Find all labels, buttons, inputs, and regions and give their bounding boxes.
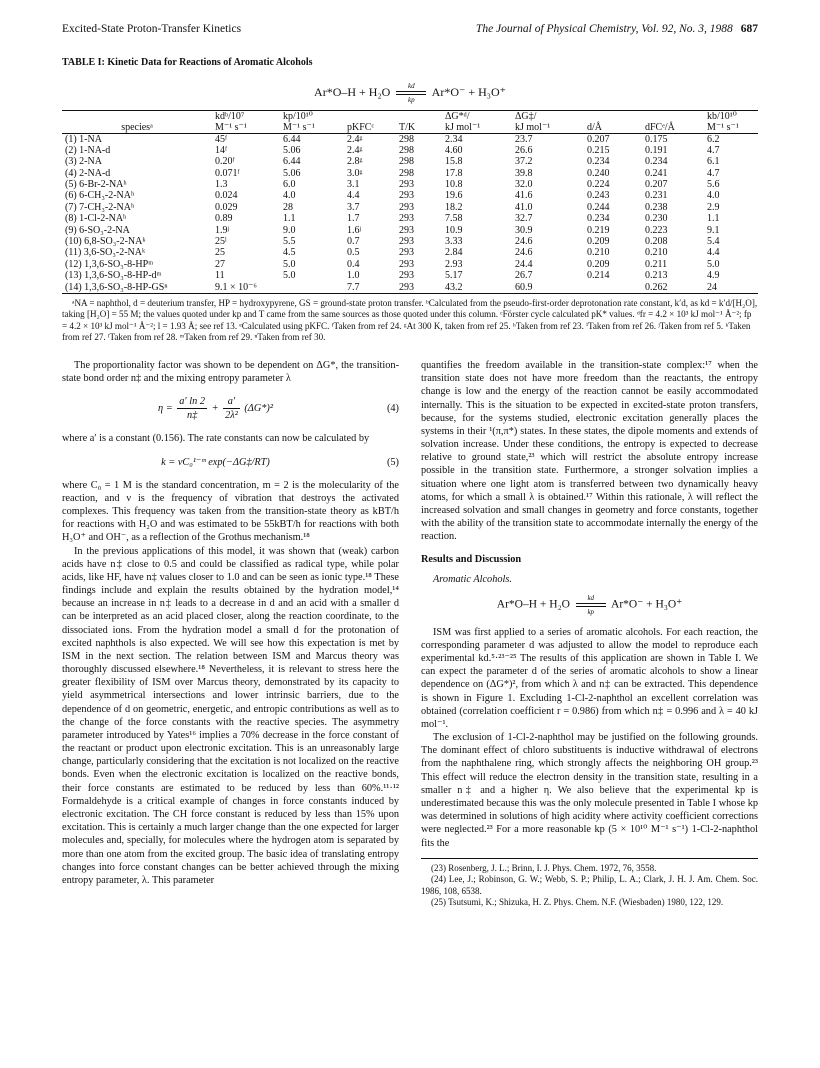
table-cell: 0.224 bbox=[587, 179, 610, 191]
table-cell: 24.4 bbox=[515, 258, 533, 270]
rate-constant-reverse: kp bbox=[408, 95, 415, 104]
table-cell: 298 bbox=[399, 156, 414, 168]
table-cell: 25 bbox=[215, 247, 225, 259]
table-header-cell: ΔG‡/ bbox=[512, 110, 584, 122]
reaction-products: Ar*O⁻ + H₃O⁺ bbox=[431, 84, 506, 99]
table-cell: 30.9 bbox=[515, 224, 533, 236]
equation-5-body: k = νC₀¹⁻ᵐ exp(−ΔG‡/RT) bbox=[161, 456, 270, 468]
table-cell: 6.44 bbox=[283, 156, 301, 168]
reference-item: (25) Tsutsumi, K.; Shizuka, H. Z. Phys. Chem. N.F. (Wiesbaden) 1980, 122, 129. bbox=[431, 897, 724, 908]
species-cell: (5) 6-Br-2-NAʰ bbox=[65, 179, 127, 191]
table-header-cell: kp/10¹⁰ bbox=[280, 110, 344, 122]
table-cell: 293 bbox=[399, 236, 414, 248]
table-cell: 19.6 bbox=[445, 190, 463, 202]
equilibrium-arrow-icon bbox=[576, 594, 606, 616]
table-row bbox=[62, 236, 758, 247]
journal-page bbox=[62, 22, 758, 1052]
table-cell: 5.0 bbox=[707, 258, 720, 270]
paragraph: quantifies the freedom available in the transition-state complex:¹⁷ when the transition state does not have more freedom than the reactants, the entropy change is low and the energy of the reaction cannot be easily accommodated internally. This is the situation to be expected in excited-state proton transfers, because, for the systems studied, electronic excitation generally places the systems in their ¹(π,π*) states. In these states, the dipole moments and extends of solvation increase. Under these conditions, the entropy is expected to decrease relative to ground state,²³ which will restrict the absolute entropy increase possible in the transition state. Furthermore, a stronger solvation implies a situation where one light atom is transferred between two dynamically heavy atoms, for which a small λ is obtained.¹⁷ Within this rationale, λ will reflect the increased solvation and small changes in geometry and force constants, together with the ability of the transition state to accommodate internally the energy of the reaction. bbox=[421, 360, 758, 543]
table-cell: 0.214 bbox=[587, 270, 610, 282]
table-footnotes: ᵃNA = naphthol, d = deuterium transfer, HP = hydroxypyrene, GS = ground-state proton transfer. ᵇCalculated from the pseudo-first-order deprotonation rate constant, k′d, as kd = k′d/[H₂O], taking [H₂O] = 55 M; the values quoted under kp and T came from the same sources as those quoted under this column. ᶜFörster cycle calculated pK* values. ᵈfr = 4.2 × 10³ kJ mol⁻¹ Å⁻²; fp = 4.2 × 10³ kJ mol⁻¹ Å⁻²; l = 1.93 Å; see ref 13. ᵉCalculated using pKFC. ᶠTaken from ref 24. ᵍAt 300 K, taken from ref 25. ʰTaken from ref 23. ⁱTaken from ref 26. ʲTaken from ref 5. ᵏTaken from ref 27. ˡTaken from ref 28. ᵐTaken from ref 29. ⁿTaken from ref 30. bbox=[62, 297, 758, 343]
table-cell: 1.1 bbox=[707, 213, 720, 225]
table-cell: 5.06 bbox=[283, 144, 301, 156]
eq4-denominator-2: 2λ² bbox=[225, 410, 238, 422]
paragraph: where a′ is a constant (0.156). The rate constants can now be calculated by bbox=[62, 433, 370, 445]
species-cell: (14) 1,3,6-SO₃-8-HP-GSⁿ bbox=[62, 282, 212, 294]
equation-number: (4) bbox=[386, 403, 399, 415]
table-cell: 0.7 bbox=[347, 236, 360, 248]
table-cell: 2.34 bbox=[445, 133, 463, 145]
table-cell: 5.0 bbox=[283, 258, 296, 270]
table-row bbox=[62, 213, 758, 224]
table-cell: 0.223 bbox=[645, 224, 668, 236]
species-cell: (10) 6,8-SO₃-2-NAᵏ bbox=[65, 236, 146, 248]
table-cell: 0.234 bbox=[587, 156, 610, 168]
species-cell: (13) 1,3,6-SO₃-8-HP-dᵐ bbox=[65, 270, 162, 282]
table-cell: 0.234 bbox=[587, 213, 610, 225]
table-row bbox=[62, 156, 758, 167]
table-cell: 28 bbox=[283, 201, 293, 213]
table-cell: 293 bbox=[399, 258, 414, 270]
paragraph: The exclusion of 1-Cl-2-naphthol may be justified on the following grounds. The dominant effect of chloro substituents is inductive withdrawal of electrons from the naphthalene ring, which strongly affects the neighboring OH group.²³ This effect will reduce the electron density in the transition state, resulting in a smaller n‡ and a higher η. We also believe that the experimental kp is underestimated because this was the only molecule presented in Table I whose kp was determined in solutions of high acidity where activity coefficient corrections were neglected.²³ For a more reasonable kp (5 × 10¹⁰ M⁻¹ s⁻¹) 1-Cl-2-naphthol fits the bbox=[421, 732, 758, 849]
table-cell bbox=[280, 282, 344, 294]
table-cell: 2.84 bbox=[445, 247, 463, 259]
table-cell: 5.06 bbox=[283, 167, 301, 179]
table-cell: 6.1 bbox=[707, 156, 720, 168]
table-cell: 298 bbox=[399, 167, 414, 179]
table-cell: 6.44 bbox=[283, 133, 301, 145]
table-cell: 0.209 bbox=[587, 236, 610, 248]
table-cell: 0.234 bbox=[645, 156, 668, 168]
equation-4-body bbox=[62, 395, 369, 422]
paragraph: ISM was first applied to a series of aromatic alcohols. For each reaction, the corresponding parameter d was adjusted to allow the model to reproduce each experimental kd.⁵·²³⁻²⁵ The results of this application are shown in Table I. We can expect the parameter d of the series of aromatic alcohols to show a linear dependence on (ΔG*)², from which λ and n‡ can be extracted. This dependence is shown in Figure 1. Excluding 1-Cl-2-naphthol an excellent correlation was obtained (correlation coefficient r = 0.986) from which n‡ = 0.996 and λ = 40 kJ mol⁻¹. bbox=[421, 626, 758, 730]
species-cell: (11) 3,6-SO₃-2-NAᵏ bbox=[65, 247, 146, 259]
table-title: TABLE I: Kinetic Data for Reactions of Aromatic Alcohols bbox=[62, 56, 313, 68]
table-cell: 26.6 bbox=[515, 144, 533, 156]
table-cell: 17.8 bbox=[445, 167, 463, 179]
table-row bbox=[62, 190, 758, 201]
species-cell: (8) 1-Cl-2-NAʰ bbox=[65, 213, 127, 225]
species-cell: (4) 2-NA-d bbox=[65, 167, 111, 179]
eq4-numerator-1: a′ ln 2 bbox=[179, 396, 205, 408]
equilibrium-arrow-icon bbox=[396, 82, 426, 104]
table-row bbox=[62, 270, 758, 281]
table-cell: 0.207 bbox=[587, 133, 610, 145]
eq4-lhs: η = bbox=[158, 403, 173, 415]
table-header-cell: kdᵇ/10⁷ bbox=[212, 110, 280, 122]
table-cell: 23.7 bbox=[515, 133, 533, 145]
table-cell: 1.9ʲ bbox=[215, 224, 230, 236]
references bbox=[421, 858, 758, 909]
table-header-cell: pKFCᶜ bbox=[344, 122, 396, 134]
table-cell: 293 bbox=[399, 179, 414, 191]
table-cell: 0.262 bbox=[642, 282, 704, 294]
table-cell: 39.8 bbox=[515, 167, 533, 179]
table-cell: 2.93 bbox=[445, 258, 463, 270]
table-cell: 0.4 bbox=[347, 258, 360, 270]
table-cell: 3.7 bbox=[347, 201, 360, 213]
kinetic-data-table bbox=[62, 110, 758, 294]
table-header-cell: d/Å bbox=[584, 122, 642, 134]
table-cell: 0.215 bbox=[587, 144, 610, 156]
table-cell: 10.8 bbox=[445, 179, 463, 191]
journal-name: The Journal of Physical Chemistry, Vol. 92, No. 3, 1988 bbox=[475, 23, 733, 35]
table-cell: 0.231 bbox=[645, 190, 668, 202]
table-cell: 37.2 bbox=[515, 156, 533, 168]
table-header-cell: kb/10¹⁰ bbox=[704, 110, 758, 122]
page-number: 687 bbox=[740, 23, 758, 35]
table-cell: 9.1 bbox=[707, 224, 720, 236]
table-cell: 0.244 bbox=[587, 201, 610, 213]
table-cell: 293 bbox=[399, 270, 414, 282]
table-cell: 0.029 bbox=[215, 201, 238, 213]
table-cell: 3.1 bbox=[347, 179, 360, 191]
reaction-reactants: Ar*O–H + H₂O bbox=[314, 84, 391, 99]
species-cell: (1) 1-NA bbox=[65, 133, 102, 145]
table-header-cell bbox=[396, 110, 442, 122]
left-column bbox=[62, 359, 399, 909]
running-header bbox=[62, 22, 758, 37]
table-cell: 1.6ʲ bbox=[347, 224, 362, 236]
rate-constant-forward: kd bbox=[587, 593, 595, 602]
table-cell: 0.238 bbox=[645, 201, 668, 213]
table-header-cell bbox=[642, 110, 704, 122]
table-cell: 2.9 bbox=[707, 201, 720, 213]
table-cell: 298 bbox=[399, 133, 414, 145]
table-cell: 0.240 bbox=[587, 167, 610, 179]
table-cell: 6.2 bbox=[707, 133, 720, 145]
table-row bbox=[62, 225, 758, 236]
table-cell: 27 bbox=[215, 258, 225, 270]
table-cell: 0.210 bbox=[645, 247, 668, 259]
subsection-heading: Aromatic Alcohols. bbox=[433, 573, 512, 585]
table-cell: 32.0 bbox=[515, 179, 533, 191]
table-header-row-units bbox=[62, 110, 758, 122]
table-cell: 0.5 bbox=[347, 247, 360, 259]
table-cell: 0.071ᶠ bbox=[215, 167, 240, 179]
table-cell: 41.0 bbox=[515, 201, 533, 213]
table-cell: 10.9 bbox=[445, 224, 463, 236]
table-header-cell bbox=[584, 110, 642, 122]
table-cell: 0.207 bbox=[645, 179, 668, 191]
table-row bbox=[62, 133, 758, 145]
table-cell: 9.1 × 10⁻⁶ bbox=[212, 282, 280, 294]
rate-constant-reverse: kp bbox=[587, 607, 595, 616]
table-row bbox=[62, 247, 758, 258]
species-cell: (7) 7-CH₃-2-NAʰ bbox=[65, 201, 135, 213]
table-cell: 0.241 bbox=[645, 167, 668, 179]
table-cell: 6.0 bbox=[283, 179, 296, 191]
table-row bbox=[62, 202, 758, 213]
right-column bbox=[421, 359, 758, 909]
table-cell: 0.208 bbox=[645, 236, 668, 248]
eq4-numerator-2: a′ bbox=[223, 395, 240, 409]
table-cell: 3.33 bbox=[445, 236, 463, 248]
table-cell: 5.4 bbox=[707, 236, 720, 248]
table-cell: 4.4 bbox=[707, 247, 720, 259]
running-title: Excited-State Proton-Transfer Kinetics bbox=[62, 23, 242, 35]
table-cell: 14ᶠ bbox=[215, 144, 228, 156]
table-cell: 293 bbox=[399, 190, 414, 202]
table-cell: 0.211 bbox=[645, 258, 668, 270]
body-reaction-equation bbox=[421, 594, 758, 616]
table-body bbox=[62, 133, 758, 293]
eq4-denominator-1: n‡ bbox=[186, 410, 198, 422]
eq4-fraction-2 bbox=[223, 395, 240, 422]
reaction-reactants: Ar*O–H + H₂O bbox=[496, 598, 570, 611]
table-cell: 11 bbox=[215, 270, 225, 282]
eq4-fraction-1 bbox=[177, 395, 207, 422]
table-cell: 0.024 bbox=[215, 190, 238, 202]
table-cell: 1.7 bbox=[347, 213, 360, 225]
table-cell: 2.4ᵍ bbox=[347, 144, 363, 156]
table-cell: 43.2 bbox=[442, 282, 512, 294]
table-cell: 60.9 bbox=[512, 282, 584, 294]
table-cell: 25ˡ bbox=[215, 236, 227, 248]
species-cell: (9) 6-SO₃-2-NA bbox=[65, 224, 130, 236]
table-cell: 9.0 bbox=[283, 224, 296, 236]
table-cell: 293 bbox=[399, 201, 414, 213]
body-columns bbox=[62, 359, 758, 909]
table-cell: 32.7 bbox=[515, 213, 533, 225]
table-cell: 45ᶠ bbox=[215, 133, 228, 145]
table-cell: 293 bbox=[399, 247, 414, 259]
table-header-cell: speciesᵃ bbox=[62, 122, 212, 134]
table-cell: 5.5 bbox=[283, 236, 296, 248]
table-cell: 1.1 bbox=[283, 213, 296, 225]
table-cell: 7.7 bbox=[344, 282, 396, 294]
section-heading: Results and Discussion bbox=[421, 554, 522, 566]
species-cell: (2) 1-NA-d bbox=[65, 144, 111, 156]
table-cell: 0.219 bbox=[587, 224, 610, 236]
table-cell: 2.8ᵍ bbox=[347, 156, 363, 168]
table-cell: 41.6 bbox=[515, 190, 533, 202]
eq4-plus: + bbox=[211, 403, 219, 415]
table-cell: 4.0 bbox=[283, 190, 296, 202]
table-row bbox=[62, 259, 758, 270]
equation-number: (5) bbox=[386, 456, 399, 468]
table-row bbox=[62, 145, 758, 156]
table-cell: 0.191 bbox=[645, 144, 668, 156]
table-cell: 4.9 bbox=[707, 270, 720, 282]
table-cell: 3.0ᵍ bbox=[347, 167, 363, 179]
reference-item: (23) Rosenberg, J. L.; Brinn, I. J. Phys. Chem. 1972, 76, 3558. bbox=[431, 862, 657, 873]
table-cell: 298 bbox=[399, 144, 414, 156]
table-header-cell: T/K bbox=[396, 122, 442, 134]
table-cell: 2.4ᵍ bbox=[347, 133, 363, 145]
table-cell: 0.210 bbox=[587, 247, 610, 259]
table-cell: 0.175 bbox=[645, 133, 668, 145]
table-header-cell: kJ mol⁻¹ bbox=[512, 122, 584, 134]
table-header-cell bbox=[62, 110, 212, 122]
table-header-cell: kJ mol⁻¹ bbox=[442, 122, 512, 134]
table-cell: 293 bbox=[399, 224, 414, 236]
table-cell: 4.7 bbox=[707, 144, 720, 156]
table-cell: 4.60 bbox=[445, 144, 463, 156]
reaction-products: Ar*O⁻ + H₃O⁺ bbox=[611, 598, 683, 611]
table-cell: 18.2 bbox=[445, 201, 463, 213]
table-cell: 1.0 bbox=[347, 270, 360, 282]
table-header-cell: ΔG*ᵈ/ bbox=[442, 110, 512, 122]
table-header-row-labels bbox=[62, 122, 758, 134]
table-cell: 4.5 bbox=[283, 247, 296, 259]
table-cell: 293 bbox=[399, 213, 414, 225]
table-cell: 5.0 bbox=[283, 270, 296, 282]
table-cell: 7.58 bbox=[445, 213, 463, 225]
table-cell: 24.6 bbox=[515, 236, 533, 248]
table-row bbox=[62, 179, 758, 190]
table-cell: 4.0 bbox=[707, 190, 720, 202]
table-reaction-equation bbox=[62, 82, 758, 104]
table-cell: 0.209 bbox=[587, 258, 610, 270]
table-cell: 0.230 bbox=[645, 213, 668, 225]
journal-citation bbox=[476, 22, 758, 37]
species-cell: (3) 2-NA bbox=[65, 156, 102, 168]
table-cell: 4.7 bbox=[707, 167, 720, 179]
table-cell: 24.6 bbox=[515, 247, 533, 259]
table-cell: 0.20ᶠ bbox=[215, 156, 235, 168]
paragraph: where C₀ = 1 M is the standard concentration, m = 2 is the molecularity of the reaction, and ν is the frequency of vibration that destroys the activated complexes. This frequency was taken from the transition-state theory as kBT/h for reactions with H₂O and was estimated to be 55kBT/h for reactions with both H₃O⁺ and OH⁻, as a reflection of the Grothus mechanism.¹⁸ bbox=[62, 479, 399, 544]
equation-5 bbox=[62, 456, 399, 469]
table-header-cell: M⁻¹ s⁻¹ bbox=[280, 122, 344, 134]
table-row bbox=[62, 282, 758, 294]
table-cell: 1.3 bbox=[215, 179, 228, 191]
table-cell: 0.89 bbox=[215, 213, 233, 225]
table-cell: 5.17 bbox=[445, 270, 463, 282]
table-header-cell: M⁻¹ s⁻¹ bbox=[212, 122, 280, 134]
table-header-cell: dFCᵉ/Å bbox=[642, 122, 704, 134]
table-cell: 26.7 bbox=[515, 270, 533, 282]
table-cell: 0.213 bbox=[645, 270, 668, 282]
table-cell: 24 bbox=[704, 282, 758, 294]
species-cell: (6) 6-CH₃-2-NAʰ bbox=[65, 190, 135, 202]
species-cell: (12) 1,3,6-SO₃-8-HPᵐ bbox=[65, 258, 154, 270]
table-cell: 5.6 bbox=[707, 179, 720, 191]
equation-4 bbox=[62, 395, 399, 422]
paragraph: The proportionality factor was shown to be dependent on ΔG*, the transition-state bond order n‡ and the mixing entropy parameter λ bbox=[62, 360, 399, 385]
table-cell: 293 bbox=[396, 282, 442, 294]
eq4-tail: (ΔG*)² bbox=[244, 403, 273, 415]
table-header-cell bbox=[344, 110, 396, 122]
table-cell bbox=[584, 282, 642, 294]
rate-constant-forward: kd bbox=[408, 81, 415, 90]
table-header-cell: M⁻¹ s⁻¹ bbox=[704, 122, 758, 134]
table-cell: 15.8 bbox=[445, 156, 463, 168]
table-cell: 0.243 bbox=[587, 190, 610, 202]
table-cell: 4.4 bbox=[347, 190, 360, 202]
table-row bbox=[62, 168, 758, 179]
reference-item: (24) Lee, J.; Robinson, G. W.; Webb, S. P.; Philip, L. A.; Clark, J. H. J. Am. Chem. Soc. 1986, 108, 6538. bbox=[421, 874, 758, 896]
paragraph: In the previous applications of this model, it was shown that (weak) carbon acids have n‡ close to 0.5 and could be classified as radical type, while polar acids, like HF, have n‡ values closer to 1.0 and can be seen as ionic type.¹⁸ These findings include and explain the results obtained by the hydration model,¹⁴ because an increase in n‡ leads to a decrease in d and an acid with a smaller d can be interpreted as an acid placed closer, along the reaction coordinate, to the dissociated ions. From the hydration model a small d for the protonation of excited naphthols is also expected. We will see how this expectation is met by ISM in the next section. The relation between ISM and Marcus theory was thoroughly discussed elsewhere.¹⁸ Nevertheless, it is relevant to stress here the greater flexibility of ISM over Marcus theory, demonstrated by its capacity to yield asymmetrical intersections and lower intrinsic barriers, due to the dependence of d on geometric, energetic, and entropic contributions as well as to the change of the force constants with the reactive species. The asymmetry parameter introduced by Yates¹⁶ implies a 70% decrease in the force constant of the reactant or product upon electronic excitation. This is an unreasonably large change, particularly considering that the excitation is not localized on the reactive bonds. Even when the electronic excitation is localized on the reactive bonds, their force constants are estimated to be reduced by less than 60%.¹¹·¹² Formaldehyde is a critical example of changes in force constants induced by electronic excitation. The CH force constant is reduced by less than 15% upon excitation. This is certainly a much larger change than the one expected for larger molecules and, specially, for molecules where the hydrogen atom is separated by more than one atom from the excited group. The basic idea of translating entropy changes into force constant changes can be better achieved through the mixing entropy parameter, λ. This parameter bbox=[62, 545, 399, 886]
